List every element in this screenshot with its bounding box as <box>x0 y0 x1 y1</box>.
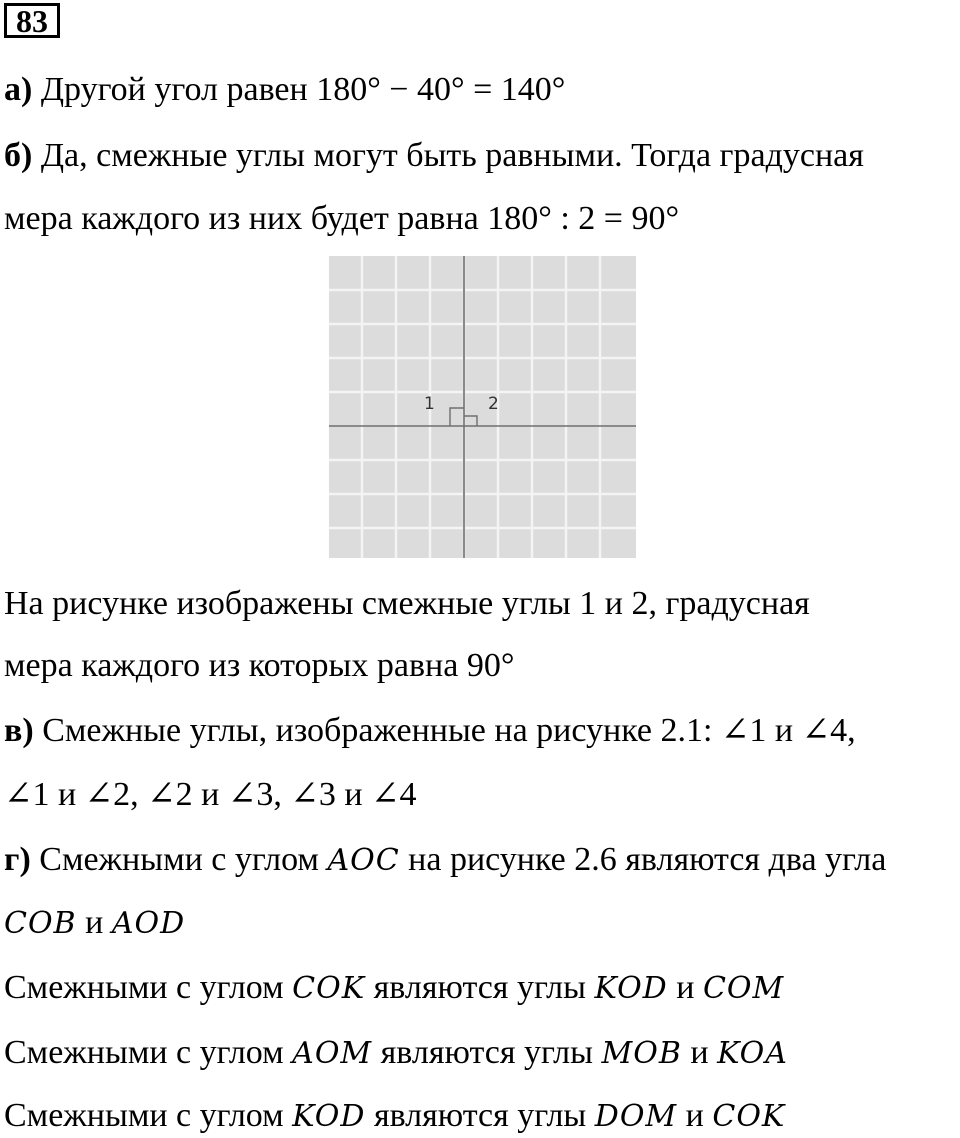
part-g-line-2 <box>4 903 185 944</box>
caption-text-2: мера каждого из которых равна 90° <box>4 647 515 684</box>
adjacent-row-3 <box>4 1096 785 1137</box>
row-1-adjacent-1: KOD <box>594 971 668 1006</box>
part-b-text-1: Да, смежные углы могут быть равными. Тогда градусная <box>32 137 864 174</box>
part-a-label: а) <box>4 71 33 108</box>
grid-figure <box>329 256 636 558</box>
angle-aod: AOD <box>111 906 186 941</box>
row-3-and: и <box>677 1097 713 1134</box>
part-g-label: г) <box>4 841 31 878</box>
row-1-prefix: Смежными с углом <box>4 969 293 1006</box>
caption-line-1 <box>4 584 810 624</box>
caption-line-2 <box>4 646 514 686</box>
row-1-mid: являются углы <box>365 969 595 1006</box>
grid-drawing <box>329 256 636 558</box>
angle-label-2: 2 <box>488 394 499 414</box>
row-3-prefix: Смежными с углом <box>4 1097 293 1134</box>
part-v-label: в) <box>4 712 34 749</box>
row-2-mid: являются углы <box>372 1034 602 1071</box>
row-2-adjacent-2: KOA <box>717 1036 788 1071</box>
adjacent-row-2 <box>4 1033 788 1074</box>
row-2-and: и <box>681 1034 718 1071</box>
row-1-and: и <box>667 969 703 1006</box>
angle-aoc: AOC <box>327 843 400 878</box>
part-g-line-1 <box>4 840 886 881</box>
part-g-and: и <box>76 904 112 941</box>
part-v-text-1: Смежные углы, изображенные на рисунке 2.1: ∠1 и ∠4, <box>33 712 856 749</box>
row-1-adjacent-2: COM <box>702 971 785 1006</box>
part-v-line-2 <box>4 775 417 815</box>
problem-number: 83 <box>4 3 60 38</box>
part-g-text-1-rest: на рисунке 2.6 являются два угла <box>399 841 887 878</box>
adjacent-row-1 <box>4 968 784 1009</box>
row-2-adjacent-1: MOB <box>601 1036 682 1071</box>
part-a-text: Другой угол равен 180° − 40° = 140° <box>32 71 566 108</box>
row-2-prefix: Смежными с углом <box>4 1034 293 1071</box>
part-b-label: б) <box>4 137 33 174</box>
row-2-angle: AOM <box>292 1036 373 1071</box>
part-b-line-2 <box>4 199 679 239</box>
part-g-text-1: Смежными с углом <box>30 841 328 878</box>
angle-label-1: 1 <box>424 394 435 414</box>
part-v-text-2: ∠1 и ∠2, ∠2 и ∠3, ∠3 и ∠4 <box>4 776 417 813</box>
row-3-adjacent-1: DOM <box>594 1099 678 1134</box>
row-3-angle: KOD <box>292 1099 366 1134</box>
part-v-line-1 <box>4 711 856 751</box>
part-a-line <box>4 70 565 110</box>
caption-text-1: На рисунке изображены смежные углы 1 и 2, градусная <box>4 585 810 622</box>
angle-cob: COB <box>4 906 77 941</box>
part-b-line-1 <box>4 136 864 176</box>
row-1-angle: COK <box>292 971 366 1006</box>
row-3-mid: являются углы <box>365 1097 595 1134</box>
part-b-text-2: мера каждого из них будет равна 180° : 2 = 90° <box>4 200 680 237</box>
row-3-adjacent-2: COK <box>712 1099 786 1134</box>
